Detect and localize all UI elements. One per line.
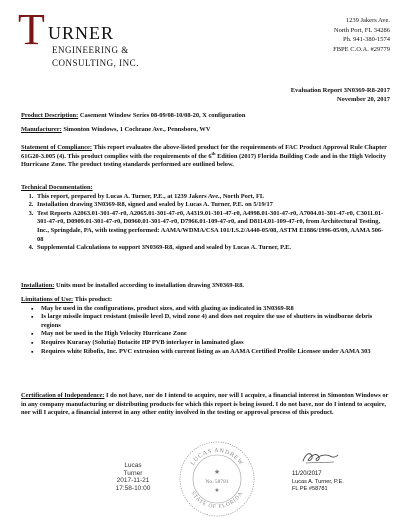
technical-label: Technical Documentation: bbox=[21, 184, 93, 191]
digital-signature bbox=[98, 462, 168, 492]
product-value: Casement Window Series 08-09/08-10/08-20, X configuration bbox=[79, 112, 246, 119]
signer-block bbox=[292, 479, 344, 493]
product-description bbox=[21, 112, 389, 121]
list-item: ▪ May be used in the configurations, product sizes, and with glazing as indicated in 3N0369-R8 bbox=[41, 305, 389, 314]
installation-label: Installation: bbox=[21, 282, 55, 289]
digital-signature-line: Lucas bbox=[124, 462, 142, 469]
digital-signature-line: Turner bbox=[123, 469, 143, 477]
seal-bottom-arc: STATE OF FLORIDA bbox=[189, 490, 245, 511]
logo-name: URNER bbox=[48, 23, 115, 43]
installation-text: Units must be installed according to installation drawing 3N0369-R8. bbox=[56, 282, 245, 289]
manufacturer-value: Simonton Windows, 1 Cochrane Ave., Pennsboro, WV bbox=[63, 126, 211, 133]
list-item: 2. Installation drawing 3N0369-R8, signed and sealed by Lucas A. Turner, P.E. on 5/19/17 bbox=[35, 201, 389, 210]
logo-line-consulting: CONSULTING, INC. bbox=[52, 58, 139, 68]
address-coa: FBPE C.O.A. #29779 bbox=[333, 45, 390, 53]
signature-date: 11/20/2017 bbox=[292, 471, 322, 477]
list-item: 3. Test Reports A2063.01-301-47-r0, A2065.01-301-47-r0, A4319.01-301-47-r0, A4998.01-301-47-r0, A7004.01-301-47-r0, C3011.01-301-47-r0, D0909.01-301-47-r0, D0960.01-301-47-r0, D7966.01-109-47-r0, and D8114.01-109-47-r0, from Architectural Testing, Inc., Springdale, PA, with testing performed: AAMA/WDMA/CSA 101/I.S.2/A440-05/08, ASTM E1886/1996-05/09, AAMA 506-08 bbox=[35, 210, 389, 244]
seal-star-icon: ★ bbox=[214, 488, 220, 494]
report-date: November 20, 2017 bbox=[336, 96, 390, 103]
certification-label: Certification of Independence: bbox=[21, 392, 105, 399]
list-item: ▪ May not be used in the High Velocity Hurricane Zone bbox=[41, 330, 389, 339]
compliance-sup: th bbox=[211, 150, 216, 156]
seal-star-icon: ★ bbox=[213, 468, 221, 476]
list-item: 4. Supplemental Calculations to support 3N0369-R8, signed and sealed by Lucas A. Turner, P.E. bbox=[35, 244, 389, 253]
address-phone: Ph. 941-380-1574 bbox=[343, 36, 390, 43]
digital-signature-line: 17:58-10:00 bbox=[115, 484, 151, 492]
compliance-text-a: This report evaluates the above-listed product for the requirements of FAC Product Approval Rule Chapter 61G20-3.005 (4). This product complies with the requirements of the 6 bbox=[21, 144, 387, 160]
handwritten-signature bbox=[300, 448, 340, 466]
logo-initial: T bbox=[18, 5, 45, 54]
list-item: ▪ Requires white Ribofix, Inc. PVC extrusion with current listing as an AAMA Certified Profile Licensee under AAMA 303 bbox=[41, 348, 389, 357]
compliance-text-b: Edition (2017) Florida Building Code and in the High Velocity Hurricane Zone. The product testing standards performed are outlined below. bbox=[21, 152, 387, 169]
report-number: Evaluation Report 3N0369-R8-2017 bbox=[290, 87, 390, 94]
certification-of-independence bbox=[21, 392, 389, 418]
compliance-label: Statement of Compliance: bbox=[21, 144, 92, 151]
limitations-label: Limitations of Use: bbox=[21, 296, 74, 303]
list-item: 1. This report, prepared by Lucas A. Turner, P.E., at 1239 Jakers Ave., North Port, FL bbox=[35, 193, 389, 202]
digital-signature-line: 2017-11-21 bbox=[116, 477, 150, 484]
engineer-seal bbox=[178, 440, 256, 518]
address-city: North Port, FL 34286 bbox=[333, 26, 390, 34]
list-item: ▪ Is large missile impact resistant (missile level D, wind zone 4) and does not require the use of shutters in windborne debris regions bbox=[41, 313, 389, 330]
address-street: 1239 Jakers Ave. bbox=[345, 17, 390, 24]
certification-text: I do not have, nor do I intend to acquire, nor will I acquire, a financial interest in Simonton Windows or in any company manufacturing or distributing products for which this report is being issued. I do not have, nor do I intend to acquire, nor will I acquire, a financial interest in any other entity involved in the testing or approval process of this product. bbox=[21, 392, 389, 417]
company-address bbox=[270, 16, 390, 54]
signer-name: Lucas A. Turner, P.E. bbox=[292, 479, 344, 485]
limitations-intro: This product: bbox=[74, 296, 113, 303]
company-logo bbox=[18, 5, 168, 74]
manufacturer bbox=[21, 126, 389, 135]
limitations-of-use bbox=[21, 296, 389, 356]
report-header bbox=[291, 86, 390, 104]
technical-list bbox=[21, 193, 389, 253]
installation bbox=[21, 282, 389, 291]
seal-license: No. 58781 bbox=[205, 479, 229, 485]
manufacturer-label: Manufacturer: bbox=[21, 126, 62, 133]
logo-line-engineering: ENGINEERING & bbox=[52, 45, 129, 55]
product-label: Product Description: bbox=[21, 112, 79, 119]
technical-documentation bbox=[21, 184, 389, 253]
seal-top-arc: LUCAS ANDREW bbox=[190, 447, 244, 467]
signer-license: FL PE #58781 bbox=[292, 486, 328, 492]
list-item: ▪ Requires Kuraray (Solutia) Butacite HP PVB interlayer in laminated glass bbox=[41, 339, 389, 348]
statement-of-compliance bbox=[21, 144, 389, 170]
limitations-list bbox=[21, 305, 389, 357]
